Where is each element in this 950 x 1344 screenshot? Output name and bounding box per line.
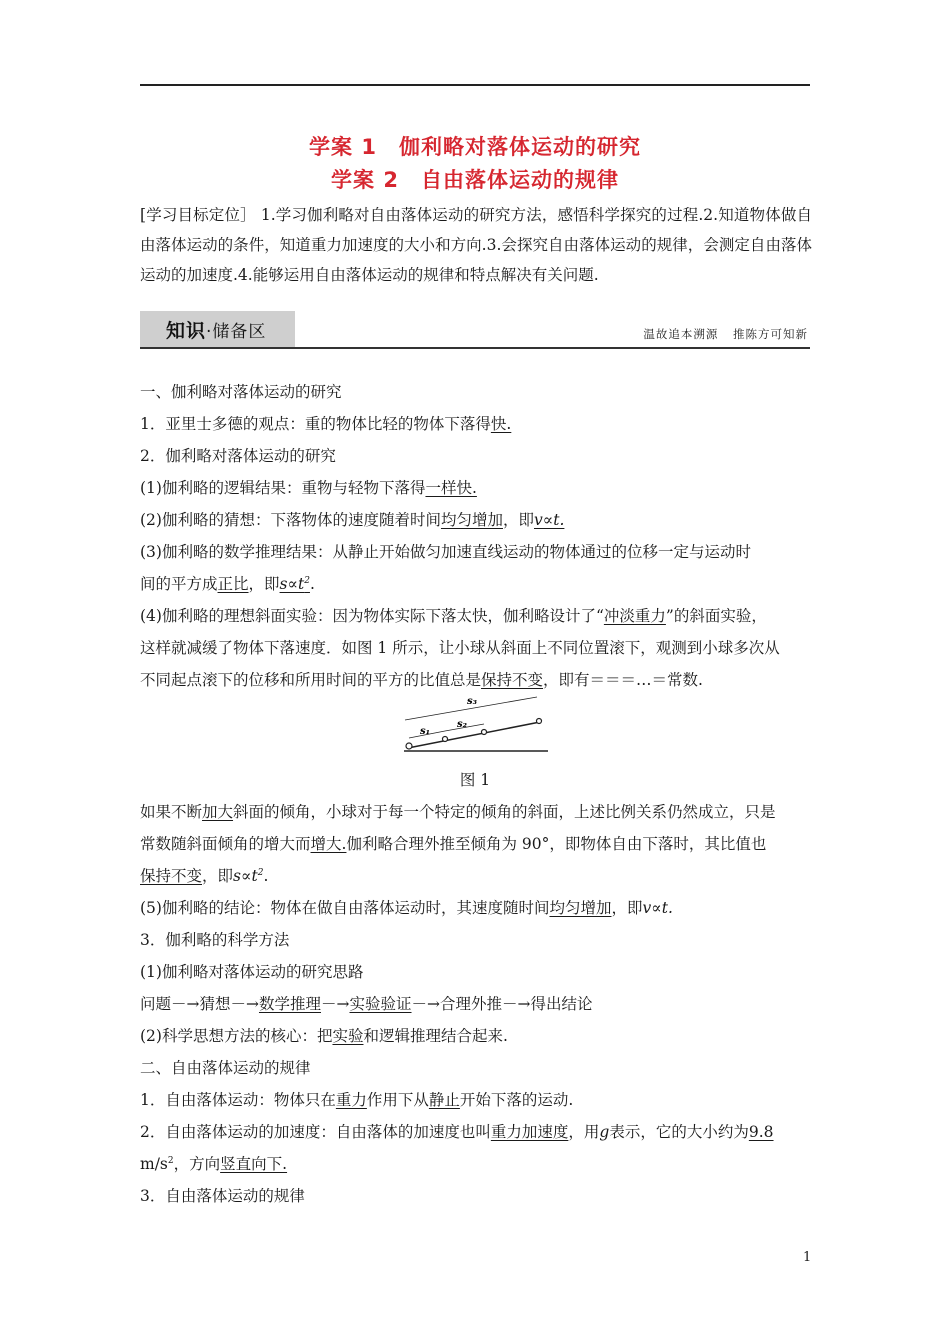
- formula-text: s∝t: [233, 867, 258, 885]
- label-s2: s₂: [457, 719, 468, 730]
- text: 作用下从: [366, 1091, 429, 1109]
- text-line: 这样就减缓了物体下落速度．如图 1 所示，让小球从斜面上不同位置滚下，观测到小球多次从: [140, 639, 780, 657]
- banner-title-sub: ·储备区: [206, 322, 267, 342]
- text: ，即: [248, 575, 280, 593]
- text-line: [140, 992, 593, 1014]
- text: 间的平方成: [140, 575, 218, 593]
- incline-figure: [400, 692, 550, 758]
- text: 1．自由落体运动：物体只在: [140, 1091, 336, 1109]
- figure-caption: 图 1: [459, 771, 491, 789]
- ball: [537, 719, 542, 724]
- text-line: [140, 1120, 774, 1142]
- text: (2)科学思想方法的核心：把: [140, 1027, 333, 1045]
- section-banner: [140, 311, 810, 347]
- text: .: [309, 575, 315, 593]
- text-line: [140, 1088, 573, 1110]
- formula: [280, 575, 310, 593]
- label-s3: s₃: [467, 696, 478, 707]
- answer-blank: 实验: [332, 1027, 364, 1045]
- text: 不同起点滚下的位移和所用时间的平方的比值总是: [140, 671, 482, 689]
- answer-blank: 保持不变: [140, 867, 203, 885]
- section-heading-1: 一、伽利略对落体运动的研究: [140, 383, 342, 401]
- text-line: (1)伽利略对落体运动的研究思路: [140, 963, 364, 981]
- formula: v∝t.: [534, 511, 565, 529]
- text: ，即有＝＝＝…＝常数.: [543, 671, 703, 689]
- banner-title: [166, 316, 266, 343]
- answer-blank: 9.8: [748, 1123, 774, 1141]
- text-line: [140, 668, 703, 690]
- text: 斜面的倾角，小球对于每一个特定的倾角的斜面，上述比例关系仍然成立，只是: [233, 803, 776, 821]
- text: ”的斜面实验，: [665, 607, 767, 625]
- text: ，用: [568, 1123, 600, 1141]
- text: .: [263, 867, 269, 885]
- text-line: [140, 476, 477, 498]
- text: ，方向: [173, 1155, 221, 1173]
- text: 问题－→猜想－→: [140, 995, 259, 1013]
- answer-blank: 重力加速度: [490, 1123, 569, 1141]
- formula: g: [599, 1123, 610, 1141]
- text: ，即: [502, 511, 534, 529]
- superscript: 2: [257, 867, 264, 878]
- text: (4)伽利略的理想斜面实验：因为物体实际下落太快，伽利略设计了“: [140, 607, 604, 625]
- text-line: [140, 412, 511, 434]
- text: 1．亚里士多德的观点：重的物体比轻的物体下落得: [140, 415, 491, 433]
- text-line: [140, 800, 776, 822]
- text: 开始下落的运动.: [459, 1091, 574, 1109]
- text: －→合理外推－→得出结论: [411, 995, 593, 1013]
- text: m/s: [140, 1155, 168, 1173]
- label-s1: s₁: [420, 726, 431, 737]
- text: ，即: [611, 899, 643, 917]
- answer-blank: 一样快.: [425, 479, 477, 497]
- text: ，即: [202, 867, 234, 885]
- answer-blank: 均匀增加: [549, 899, 612, 917]
- text: 常数随斜面倾角的增大而: [140, 835, 311, 853]
- text: (5)伽利略的结论：物体在做自由落体运动时，其速度随时间: [140, 899, 550, 917]
- text: 2．自由落体运动的加速度：自由落体的加速度也叫: [140, 1123, 491, 1141]
- answer-blank: 快.: [490, 415, 512, 433]
- text-line: [140, 864, 268, 886]
- text-line: 3．自由落体运动的规律: [140, 1187, 305, 1205]
- answer-blank: 均匀增加: [440, 511, 503, 529]
- answer-blank: 增大.: [310, 835, 347, 853]
- text-line: [140, 508, 564, 530]
- text-line: [140, 572, 315, 594]
- answer-blank: 保持不变: [481, 671, 544, 689]
- formula: v∝t.: [642, 899, 673, 917]
- answer-blank: 实验验证: [349, 995, 412, 1013]
- section-heading-2: 二、自由落体运动的规律: [140, 1059, 311, 1077]
- banner-slogan: 温故追本溯源 推陈方可知新: [643, 327, 808, 341]
- text: －→: [321, 995, 350, 1013]
- answer-blank: 竖直向下.: [220, 1155, 288, 1173]
- banner-rule: [140, 347, 810, 349]
- text-line: [140, 832, 766, 854]
- answer-blank: 正比: [217, 575, 249, 593]
- superscript: 2: [304, 575, 310, 586]
- answer-blank: 加大: [202, 803, 234, 821]
- answer-blank: 静止: [428, 1091, 460, 1109]
- answer-blank: 数学推理: [258, 995, 321, 1013]
- ball: [482, 730, 487, 735]
- text: (2)伽利略的猜想：下落物体的速度随着时间: [140, 511, 441, 529]
- text: 伽利略合理外推至倾角为 90°，即物体自由下落时，其比值也: [346, 835, 767, 853]
- text-line: [140, 896, 673, 918]
- page-number: 1: [803, 1250, 812, 1265]
- text-line: 2．伽利略对落体运动的研究: [140, 447, 336, 465]
- formula: [233, 867, 263, 885]
- text-line: [140, 1024, 508, 1046]
- banner-title-main: 知识: [166, 320, 207, 342]
- page-title-2: 学案 2 自由落体运动的规律: [331, 168, 619, 192]
- page-title-1: 学案 1 伽利略对落体运动的研究: [309, 135, 641, 159]
- ball: [406, 743, 412, 749]
- text: 和逻辑推理结合起来.: [363, 1027, 508, 1045]
- formula-text: s∝t: [279, 575, 305, 593]
- text: 如果不断: [140, 803, 203, 821]
- ball: [443, 737, 448, 742]
- answer-blank: 冲淡重力: [603, 607, 666, 625]
- superscript: 2: [167, 1155, 174, 1166]
- header-rule: [140, 84, 810, 86]
- learning-objectives: [学习目标定位］ 1.学习伽利略对自由落体运动的研究方法，感悟科学探究的过程.2.知道物体做自由落体运动的条件，知道重力加速度的大小和方向.3.会探究自由落体运动的规律，会测定自由落体运动的加速度.4.能够运用自由落体运动的规律和特点解决有关问题.: [140, 206, 812, 284]
- text-line: 3．伽利略的科学方法: [140, 931, 290, 949]
- answer-blank: 重力: [335, 1091, 367, 1109]
- text-line: [140, 1152, 287, 1174]
- text: 表示，它的大小约为: [609, 1123, 749, 1141]
- text-line: (3)伽利略的数学推理结果：从静止开始做匀加速直线运动的物体通过的位移一定与运动时: [140, 543, 751, 561]
- text: (1)伽利略的逻辑结果：重物与轻物下落得: [140, 479, 426, 497]
- text-line: [140, 604, 767, 626]
